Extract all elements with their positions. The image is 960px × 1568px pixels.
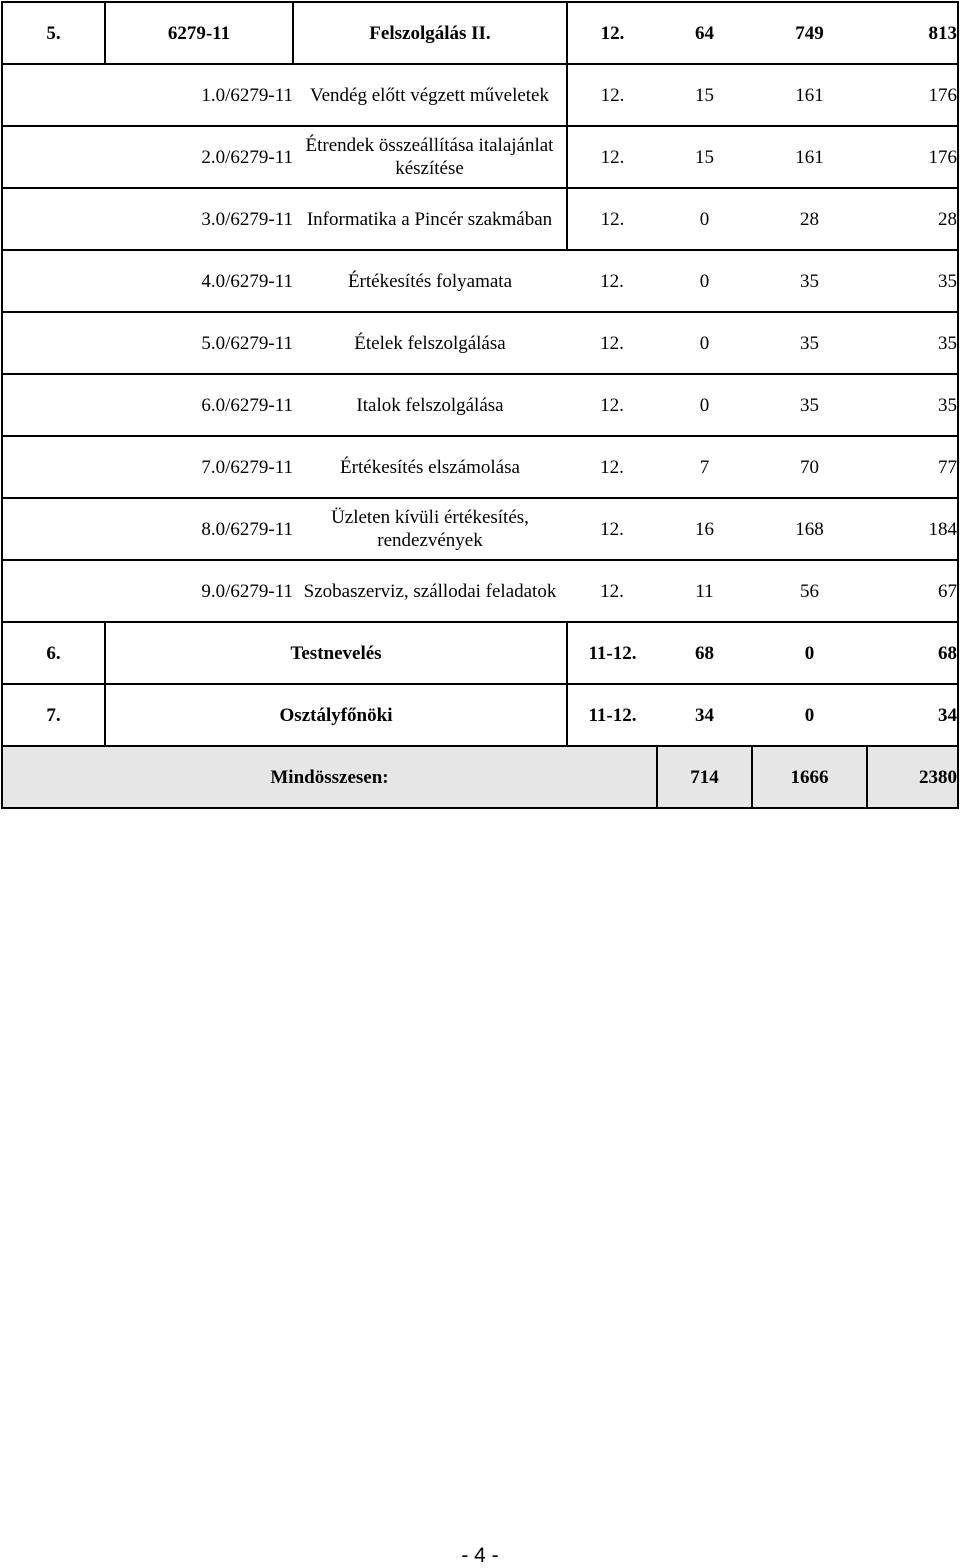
- unit-row: [2, 250, 958, 312]
- unit-code: 1.0/6279-11: [2, 64, 293, 126]
- unit-name: Szobaszerviz, szállodai feladatok: [293, 560, 567, 622]
- unit-name: Italok felszolgálása: [293, 374, 567, 436]
- unit-grade: 12.: [567, 374, 657, 436]
- unit-hours-2: 35: [752, 374, 867, 436]
- grand-total-label: Mindösszesen:: [2, 746, 657, 808]
- unit-total: 176: [867, 64, 958, 126]
- unit-hours-1: 0: [657, 312, 752, 374]
- unit-name: Értékesítés folyamata: [293, 250, 567, 312]
- module-row: [2, 2, 958, 64]
- unit-name: Ételek felszolgálása: [293, 312, 567, 374]
- module-name: Felszolgálás II.: [293, 2, 567, 64]
- unit-grade: 12.: [567, 126, 657, 188]
- unit-code: 5.0/6279-11: [2, 312, 293, 374]
- unit-total: 35: [867, 374, 958, 436]
- subject-hours-1: 34: [657, 684, 752, 746]
- subject-hours-2: 0: [752, 684, 867, 746]
- unit-grade: 12.: [567, 188, 657, 250]
- unit-code: 3.0/6279-11: [2, 188, 293, 250]
- unit-row: [2, 436, 958, 498]
- unit-hours-2: 70: [752, 436, 867, 498]
- unit-hours-2: 35: [752, 250, 867, 312]
- module-total: 813: [867, 2, 958, 64]
- unit-row: [2, 188, 958, 250]
- unit-total: 67: [867, 560, 958, 622]
- curriculum-table: [1, 1, 959, 809]
- unit-name: Étrendek összeállítása italajánlat készítése: [293, 126, 567, 188]
- unit-name: Értékesítés elszámolása: [293, 436, 567, 498]
- unit-hours-1: 0: [657, 374, 752, 436]
- subject-row: [2, 684, 958, 746]
- unit-hours-1: 16: [657, 498, 752, 560]
- unit-total: 184: [867, 498, 958, 560]
- module-code: 6279-11: [105, 2, 293, 64]
- unit-hours-2: 161: [752, 126, 867, 188]
- unit-code: 8.0/6279-11: [2, 498, 293, 560]
- unit-name: Üzleten kívüli értékesítés, rendezvények: [293, 498, 567, 560]
- unit-code: 2.0/6279-11: [2, 126, 293, 188]
- unit-hours-1: 11: [657, 560, 752, 622]
- unit-hours-1: 0: [657, 188, 752, 250]
- unit-name: Vendég előtt végzett műveletek: [293, 64, 567, 126]
- unit-total: 176: [867, 126, 958, 188]
- grand-total-sum: 2380: [867, 746, 958, 808]
- subject-number: 6.: [2, 622, 105, 684]
- subject-number: 7.: [2, 684, 105, 746]
- subject-total: 34: [867, 684, 958, 746]
- unit-hours-1: 0: [657, 250, 752, 312]
- unit-hours-2: 161: [752, 64, 867, 126]
- unit-total: 35: [867, 312, 958, 374]
- unit-grade: 12.: [567, 64, 657, 126]
- unit-hours-1: 7: [657, 436, 752, 498]
- unit-row: [2, 498, 958, 560]
- subject-row: [2, 622, 958, 684]
- unit-code: 6.0/6279-11: [2, 374, 293, 436]
- subject-total: 68: [867, 622, 958, 684]
- module-hours-2: 749: [752, 2, 867, 64]
- unit-hours-1: 15: [657, 126, 752, 188]
- grand-total-hours-1: 714: [657, 746, 752, 808]
- unit-hours-2: 56: [752, 560, 867, 622]
- subject-name: Testnevelés: [105, 622, 567, 684]
- subject-grade: 11-12.: [567, 622, 657, 684]
- unit-name: Informatika a Pincér szakmában: [293, 188, 567, 250]
- unit-code: 4.0/6279-11: [2, 250, 293, 312]
- unit-hours-2: 168: [752, 498, 867, 560]
- unit-grade: 12.: [567, 312, 657, 374]
- subject-hours-1: 68: [657, 622, 752, 684]
- unit-row: [2, 126, 958, 188]
- unit-row: [2, 560, 958, 622]
- grand-total-row: [2, 746, 958, 808]
- unit-hours-1: 15: [657, 64, 752, 126]
- subject-name: Osztályfőnöki: [105, 684, 567, 746]
- grand-total-hours-2: 1666: [752, 746, 867, 808]
- unit-hours-2: 35: [752, 312, 867, 374]
- unit-total: 28: [867, 188, 958, 250]
- unit-grade: 12.: [567, 250, 657, 312]
- unit-grade: 12.: [567, 498, 657, 560]
- unit-row: [2, 64, 958, 126]
- unit-row: [2, 312, 958, 374]
- unit-row: [2, 374, 958, 436]
- subject-hours-2: 0: [752, 622, 867, 684]
- unit-code: 9.0/6279-11: [2, 560, 293, 622]
- module-number: 5.: [2, 2, 105, 64]
- page-number: - 4 -: [461, 1544, 499, 1567]
- unit-hours-2: 28: [752, 188, 867, 250]
- module-grade: 12.: [567, 2, 657, 64]
- unit-total: 77: [867, 436, 958, 498]
- module-hours-1: 64: [657, 2, 752, 64]
- unit-grade: 12.: [567, 436, 657, 498]
- unit-total: 35: [867, 250, 958, 312]
- subject-grade: 11-12.: [567, 684, 657, 746]
- unit-grade: 12.: [567, 560, 657, 622]
- unit-code: 7.0/6279-11: [2, 436, 293, 498]
